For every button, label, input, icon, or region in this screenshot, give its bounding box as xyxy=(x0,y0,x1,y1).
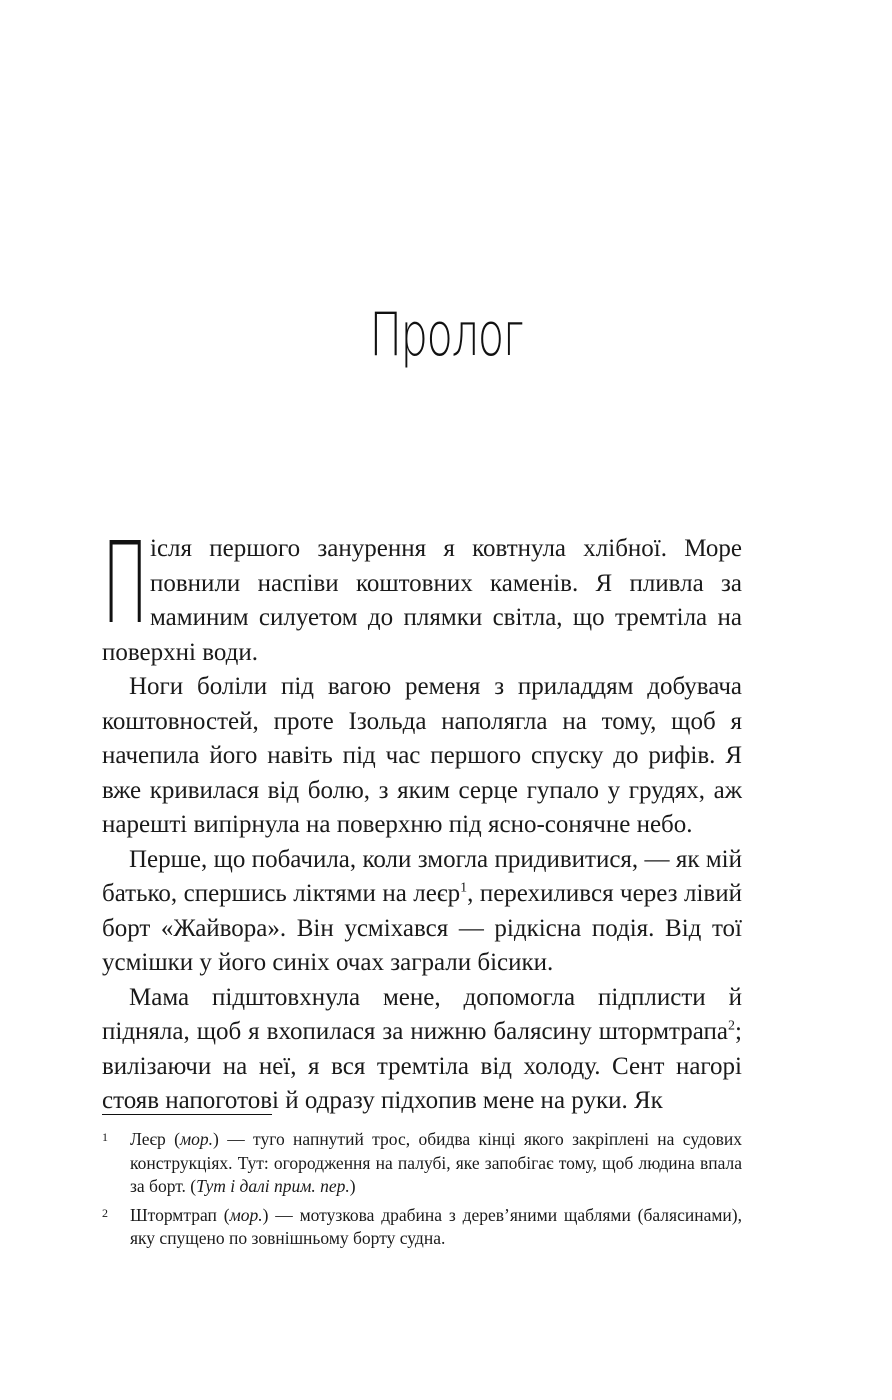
paragraph-3-text-b: , перехилився через лівий борт «Жайвора». Він усміхався — рідкісна подія. Від тої усмішки у його синіх очах заграли бісики. xyxy=(102,880,742,976)
paragraph-1 xyxy=(102,519,742,670)
chapter-title: Пролог xyxy=(369,300,523,370)
paragraph-1-text: ісля першого занурення я ковтнула хлібної. Море повнили наспіви коштовних каменів. Я пливла за маминим силуетом до плямки світла, що тремтіла на поверхні води. xyxy=(102,535,742,666)
footnote-tag: мор. xyxy=(229,1204,263,1225)
footnote-term: Штормтрап xyxy=(130,1204,217,1225)
footnote-2: 2 Штормтрап (мор.) — мотузкова драбина з дерев’яними щаблями (балясинами), яку спущено по зовнішньому борту судна. xyxy=(102,1204,742,1251)
paragraph-4-text-b: ; вилізаючи на неї, я вся тремтіла від холоду. Сент нагорі стояв напоготові й одразу підхопив мене на руки. Як xyxy=(102,1018,742,1114)
paragraph-4 xyxy=(102,981,742,1119)
footnote-text: — туго напнутий трос, обидва кінці якого закріплені на судових конструкціях. Тут: огородження на палубі, яке запобігає тому, щоб людина впала за борт. ( xyxy=(130,1129,743,1196)
drop-cap: П xyxy=(102,519,149,649)
paragraph-3-text-a: Перше, що побачила, коли змогла придивитися, — як мій батько, спершись ліктями на леєр xyxy=(102,845,742,907)
footnote-number: 2 xyxy=(102,1205,108,1220)
footnote-term: Леєр xyxy=(130,1129,166,1149)
footnote-tag: мор. xyxy=(179,1129,214,1149)
footnote-1: 1 Леєр (мор.) — туго напнутий трос, обидва кінці якого закріплені на судових конструкціях. Тут: огородження на палубі, яке запобігає тому, щоб людина впала за борт. (Тут і далі прим. пер.) xyxy=(102,1128,742,1199)
paragraph-3 xyxy=(102,843,742,981)
paragraph-2: Ноги боліли під вагою ременя з приладдям добувача коштовностей, проте Ізольда наполягла на тому, щоб я начепила його навіть під час першого спуску до рифів. Я вже кривилася від болю, з яким серце гупало у грудях, аж нарешті випірнула на поверхню під ясно-сонячне небо. xyxy=(102,673,742,838)
footnote-divider xyxy=(102,1114,272,1115)
footnote-italic-note: Тут і далі прим. пер. xyxy=(196,1176,350,1196)
footnote-text-end: ) xyxy=(349,1176,356,1196)
body-text xyxy=(102,519,742,1119)
paragraph-4-text-a: Мама підштовхнула мене, допомогла підплисти й підняла, щоб я вхопилася за нижню балясину штормтрапа xyxy=(102,983,742,1045)
footnote-text: — мотузкова драбина з дерев’яними щаблями (балясинами), яку спущено по зовнішньому борту судна. xyxy=(130,1204,742,1248)
footnote-ref-1[interactable]: 1 xyxy=(460,880,468,896)
footnote-number: 1 xyxy=(102,1130,108,1144)
footnote-ref-2[interactable]: 2 xyxy=(728,1018,736,1034)
footnotes xyxy=(102,1128,742,1256)
